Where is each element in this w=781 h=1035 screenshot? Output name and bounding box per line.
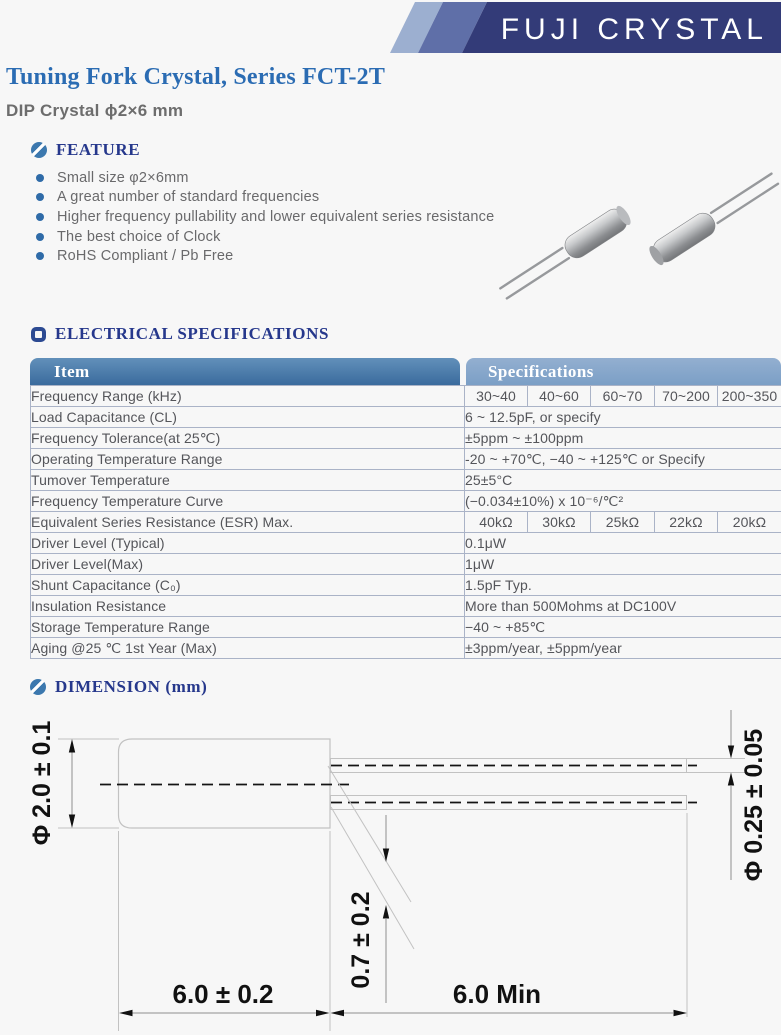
bullet-icon bbox=[36, 233, 44, 241]
row-cell: 60~70 bbox=[591, 386, 655, 407]
column-header-spec-label: Specifications bbox=[488, 362, 594, 381]
bullet-icon bbox=[36, 252, 44, 260]
list-item bbox=[36, 207, 494, 227]
pencil-circle-icon bbox=[31, 142, 47, 158]
row-item: Shunt Capacitance (C₀) bbox=[31, 575, 465, 596]
electrical-section-heading bbox=[31, 324, 329, 344]
row-value: ±5ppm ~ ±100ppm bbox=[465, 428, 781, 449]
row-cell: 40kΩ bbox=[465, 512, 528, 533]
bullet-text: A great number of standard frequencies bbox=[57, 189, 320, 206]
body-outline bbox=[119, 739, 331, 828]
svg-text:6.0 Min: 6.0 Min bbox=[452, 979, 542, 1009]
electrical-heading-label: ELECTRICAL SPECIFICATIONS bbox=[55, 324, 330, 343]
row-cell: 30kΩ bbox=[528, 512, 591, 533]
row-item: Driver Level (Typical) bbox=[31, 533, 465, 554]
row-cell: 30~40 bbox=[465, 386, 528, 407]
bullet-text: RoHS Compliant / Pb Free bbox=[57, 248, 234, 265]
row-value: ±3ppm/year, ±5ppm/year bbox=[465, 638, 781, 659]
table-row bbox=[31, 449, 781, 470]
row-item: Equivalent Series Resistance (ESR) Max. bbox=[31, 512, 465, 533]
brand-logo-text: FUJI CRYSTAL bbox=[500, 13, 768, 46]
row-value: More than 500Mohms at DC100V bbox=[465, 596, 781, 617]
ring-icon bbox=[31, 327, 46, 342]
row-item: Frequency Range (kHz) bbox=[31, 386, 465, 407]
row-value: (−0.034±10%) x 10⁻⁶/℃² bbox=[465, 491, 781, 512]
table-row bbox=[31, 554, 781, 575]
column-header-item-label: Item bbox=[54, 362, 90, 381]
svg-text:Φ 2.0 ± 0.1: Φ 2.0 ± 0.1 bbox=[28, 720, 56, 846]
row-item: Load Capacitance (CL) bbox=[31, 407, 465, 428]
row-value: 1.5pF Typ. bbox=[465, 575, 781, 596]
table-row bbox=[31, 512, 781, 533]
slash-circle-icon bbox=[30, 679, 46, 695]
crystal-left bbox=[497, 203, 634, 303]
table-row bbox=[31, 533, 781, 554]
dimension-heading-label: DIMENSION (mm) bbox=[55, 677, 208, 696]
row-item: Tumover Temperature bbox=[31, 470, 465, 491]
list-item bbox=[36, 227, 494, 247]
table-row bbox=[31, 491, 781, 512]
electrical-spec-table bbox=[30, 385, 781, 659]
bullet-text: Higher frequency pullability and lower equivalent series resistance bbox=[57, 208, 495, 225]
row-item: Driver Level(Max) bbox=[31, 554, 465, 575]
table-row bbox=[31, 638, 781, 659]
bullet-text: The best choice of Clock bbox=[57, 228, 221, 245]
svg-text:6.0 ± 0.2: 6.0 ± 0.2 bbox=[172, 979, 274, 1009]
column-header-item bbox=[30, 358, 460, 385]
page-title: Tuning Fork Crystal, Series FCT-2T bbox=[6, 64, 386, 90]
crystal-right bbox=[646, 169, 781, 268]
table-row bbox=[31, 407, 781, 428]
list-item bbox=[36, 168, 494, 188]
row-value: 6 ~ 12.5pF, or specify bbox=[465, 407, 781, 428]
column-header-specifications bbox=[466, 358, 781, 385]
row-item: Aging @25 ℃ 1st Year (Max) bbox=[31, 638, 465, 659]
table-row bbox=[31, 428, 781, 449]
table-row bbox=[31, 470, 781, 491]
row-item: Frequency Tolerance(at 25℃) bbox=[31, 428, 465, 449]
feature-heading-label: FEATURE bbox=[56, 140, 141, 159]
list-item bbox=[36, 246, 494, 266]
dim-lead-diameter bbox=[728, 710, 768, 881]
table-row bbox=[31, 617, 781, 638]
bullet-icon bbox=[36, 213, 44, 221]
row-value: −40 ~ +85℃ bbox=[465, 617, 781, 638]
bullet-icon bbox=[36, 174, 44, 182]
feature-bullet-list bbox=[36, 168, 494, 266]
spec-table-header bbox=[30, 358, 781, 385]
row-item: Storage Temperature Range bbox=[31, 617, 465, 638]
row-item: Frequency Temperature Curve bbox=[31, 491, 465, 512]
table-row bbox=[31, 596, 781, 617]
row-value: 25±5°C bbox=[465, 470, 781, 491]
row-item: Insulation Resistance bbox=[31, 596, 465, 617]
bullet-text: Small size φ2×6mm bbox=[57, 169, 189, 186]
extension-lines bbox=[58, 739, 745, 1031]
crystal-product-image bbox=[500, 152, 760, 302]
table-row bbox=[31, 575, 781, 596]
row-cell: 200~350 bbox=[718, 386, 781, 407]
row-value: 1μW bbox=[465, 554, 781, 575]
dim-lead-length bbox=[331, 979, 688, 1016]
row-cell: 70~200 bbox=[655, 386, 718, 407]
bullet-icon bbox=[36, 193, 44, 201]
dim-lead-spacing bbox=[347, 815, 389, 1003]
row-cell: 25kΩ bbox=[591, 512, 655, 533]
row-item: Operating Temperature Range bbox=[31, 449, 465, 470]
dimension-drawing bbox=[0, 695, 781, 1035]
row-cell: 22kΩ bbox=[655, 512, 718, 533]
svg-text:Φ 0.25 ± 0.05: Φ 0.25 ± 0.05 bbox=[740, 728, 768, 882]
row-value: -20 ~ +70℃, −40 ~ +125℃ or Specify bbox=[465, 449, 781, 470]
feature-section-heading bbox=[31, 140, 140, 160]
brand-band bbox=[0, 0, 781, 58]
table-row bbox=[31, 386, 781, 407]
row-cell: 20kΩ bbox=[718, 512, 781, 533]
row-value: 0.1μW bbox=[465, 533, 781, 554]
list-item bbox=[36, 188, 494, 208]
dim-body-length bbox=[119, 979, 330, 1016]
row-cell: 40~60 bbox=[528, 386, 591, 407]
centerlines bbox=[100, 766, 697, 803]
svg-text:0.7 ± 0.2: 0.7 ± 0.2 bbox=[347, 891, 375, 989]
page-subtitle: DIP Crystal ϕ2×6 mm bbox=[6, 101, 184, 120]
dimension-section-heading bbox=[30, 677, 207, 697]
